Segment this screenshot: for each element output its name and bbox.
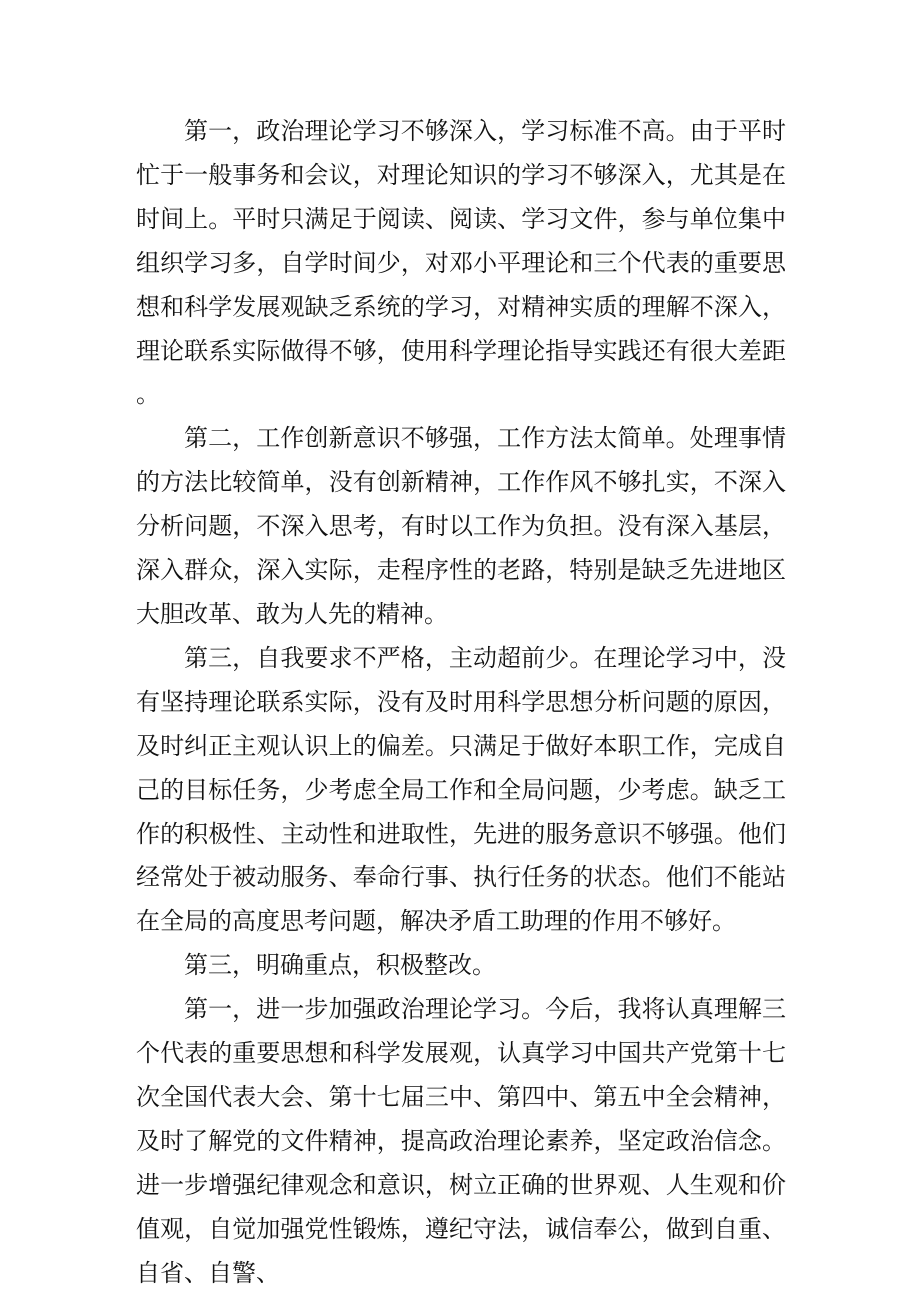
paragraph-1: 第一，政治理论学习不够深入，学习标准不高。由于平时忙于一般事务和会议，对理论知识的学习不够深入，尤其是在时间上。平时只满足于阅读、阅读、学习文件，参与单位集中组织学习多，自学时间少，对邓小平理论和三个代表的重要思想和科学发展观缺乏系统的学习，对精神实质的理解不深入，理论联系实际做得不够，使用科学理论指导实践还有很大差距。 <box>136 117 786 409</box>
paragraph-5: 第一，进一步加强政治理论学习。今后，我将认真理解三个代表的重要思想和科学发展观，认真学习中国共产党第十七次全国代表大会、第十七届三中、第四中、第五中全会精神，及时了解党的文件精神，提高政治理论素养，坚定政治信念。进一步增强纪律观念和意识，树立正确的世界观、人生观和价值观，自觉加强党性锻炼，遵纪守法，诚信奉公，做到自重、自省、自警、 <box>136 995 786 1287</box>
paragraph-4: 第三，明确重点，积极整改。 <box>184 951 496 980</box>
document-body <box>136 110 786 1295</box>
paragraph-2: 第二，工作创新意识不够强，工作方法太简单。处理事情的方法比较简单，没有创新精神，工作作风不够扎实，不深入分析问题，不深入思考，有时以工作为负担。没有深入基层，深入群众，深入实际，走程序性的老路，特别是缺乏先进地区大胆改革、敢为人先的精神。 <box>136 424 786 628</box>
paragraph-3: 第三，自我要求不严格，主动超前少。在理论学习中，没有坚持理论联系实际，没有及时用科学思想分析问题的原因，及时纠正主观认识上的偏差。只满足于做好本职工作，完成自己的目标任务，少考虑全局工作和全局问题，少考虑。缺乏工作的积极性、主动性和进取性，先进的服务意识不够强。他们经常处于被动服务、奉命行事、执行任务的状态。他们不能站在全局的高度思考问题，解决矛盾工助理的作用不够好。 <box>136 643 786 936</box>
